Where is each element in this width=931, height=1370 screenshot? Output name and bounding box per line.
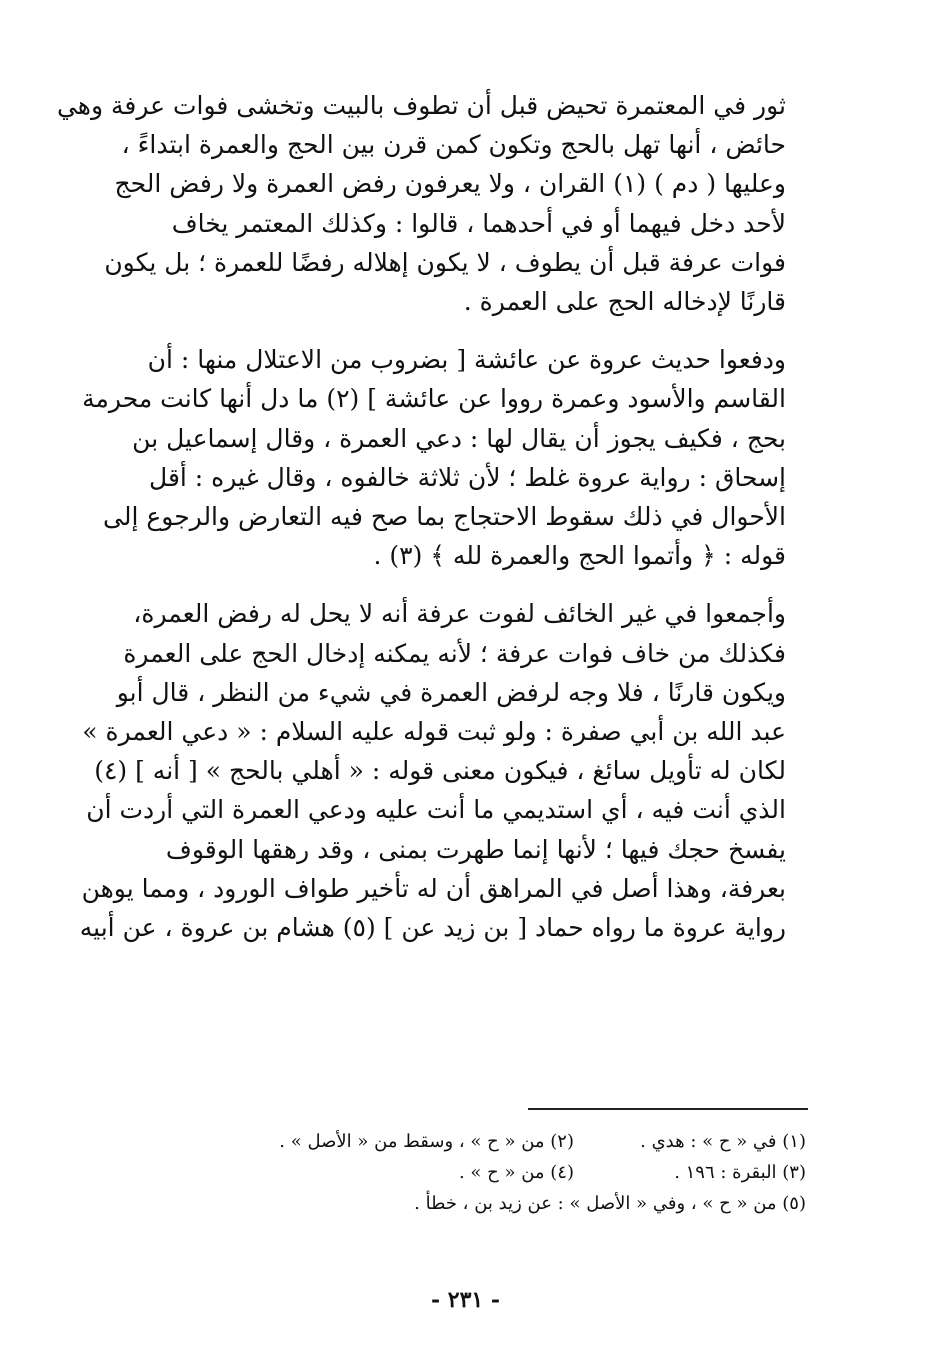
footnote-2: (٢) من « ح » ، وسقط من « الأصل » . bbox=[279, 1131, 574, 1152]
text-line: قارنًا لإدخاله الحج على العمرة . bbox=[463, 287, 786, 317]
text-line: عبد الله بن أبي صفرة : ولو ثبت قوله عليه السلام : « دعي العمرة » bbox=[82, 717, 786, 747]
text-line: ودفعوا حديث عروة عن عائشة [ بضروب من الاعتلال منها : أن bbox=[147, 345, 786, 375]
text-line: لأحد دخل فيهما أو في أحدهما ، قالوا : وكذلك المعتمر يخاف bbox=[171, 208, 786, 238]
footnote-row bbox=[150, 1188, 806, 1219]
text-line: فكذلك من خاف فوات عرفة ؛ لأنه يمكنه إدخال الحج على العمرة bbox=[123, 638, 786, 668]
page-number: - ٢٣١ - bbox=[430, 1287, 501, 1313]
text-line: الذي أنت فيه ، أي استديمي ما أنت عليه ودعي العمرة التي أردت أن bbox=[86, 795, 786, 825]
paragraph-1 bbox=[56, 86, 808, 321]
text-line: رواية عروة ما رواه حماد [ بن زيد عن ] (٥) هشام بن عروة ، عن أبيه bbox=[79, 913, 786, 943]
text-line: قوله : ﴿ وأتموا الحج والعمرة لله ﴾ (٣) . bbox=[373, 541, 786, 571]
text-line: الأحوال في ذلك سقوط الاحتجاج بما صح فيه التعارض والرجوع إلى bbox=[103, 502, 786, 532]
footnote-1: (١) في « ح » : هدي . bbox=[640, 1131, 806, 1152]
footnote-3: (٣) البقرة : ١٩٦ . bbox=[674, 1162, 806, 1183]
text-line: وعليها ( دم ) (١) القران ، ولا يعرفون رفض العمرة ولا رفض الحج bbox=[114, 169, 786, 199]
text-line: وأجمعوا في غير الخائف لفوت عرفة أنه لا يحل له رفض العمرة، bbox=[133, 599, 786, 629]
main-text bbox=[56, 86, 808, 966]
paragraph-3 bbox=[79, 594, 808, 947]
text-line: بعرفة، وهذا أصل في المراهق أن له تأخير طواف الورود ، ومما يوهن bbox=[81, 873, 786, 903]
footnote-4: (٤) من « ح » . bbox=[458, 1162, 574, 1183]
text-line: إسحاق : رواية عروة غلط ؛ لأن ثلاثة خالفوه ، وقال غيره : أقل bbox=[149, 462, 786, 492]
text-line: يفسخ حجك فيها ؛ لأنها إنما طهرت بمنى ، وقد رهقها الوقوف bbox=[165, 834, 786, 864]
footnote-row bbox=[150, 1126, 806, 1157]
footnote-row bbox=[150, 1157, 806, 1188]
text-line: ويكون قارنًا ، فلا وجه لرفض العمرة في شيء من النظر ، قال أبو bbox=[116, 677, 786, 707]
text-line: بحج ، فكيف يجوز أن يقال لها : دعي العمرة ، وقال إسماعيل بن bbox=[132, 423, 786, 453]
footnotes bbox=[150, 1126, 806, 1219]
text-line: فوات عرفة قبل أن يطوف ، لا يكون إهلاله رفضًا للعمرة ؛ بل يكون bbox=[104, 247, 786, 277]
paragraph-2 bbox=[82, 340, 808, 575]
text-line: حائض ، أنها تهل بالحج وتكون كمن قرن بين الحج والعمرة ابتداءً ، bbox=[121, 130, 786, 160]
text-line: القاسم والأسود وعمرة رووا عن عائشة ] (٢) ما دل أنها كانت محرمة bbox=[82, 384, 786, 414]
text-line: ثور في المعتمرة تحيض قبل أن تطوف بالبيت وتخشى فوات عرفة وهي bbox=[56, 91, 786, 120]
text-line: لكان له تأويل سائغ ، فيكون معنى قوله : « أهلي بالحج » [ أنه ] (٤) bbox=[94, 756, 786, 786]
footnote-separator bbox=[528, 1108, 808, 1110]
footnote-5: (٥) من « ح » ، وفي « الأصل » : عن زيد بن ، خطأ . bbox=[414, 1193, 806, 1214]
